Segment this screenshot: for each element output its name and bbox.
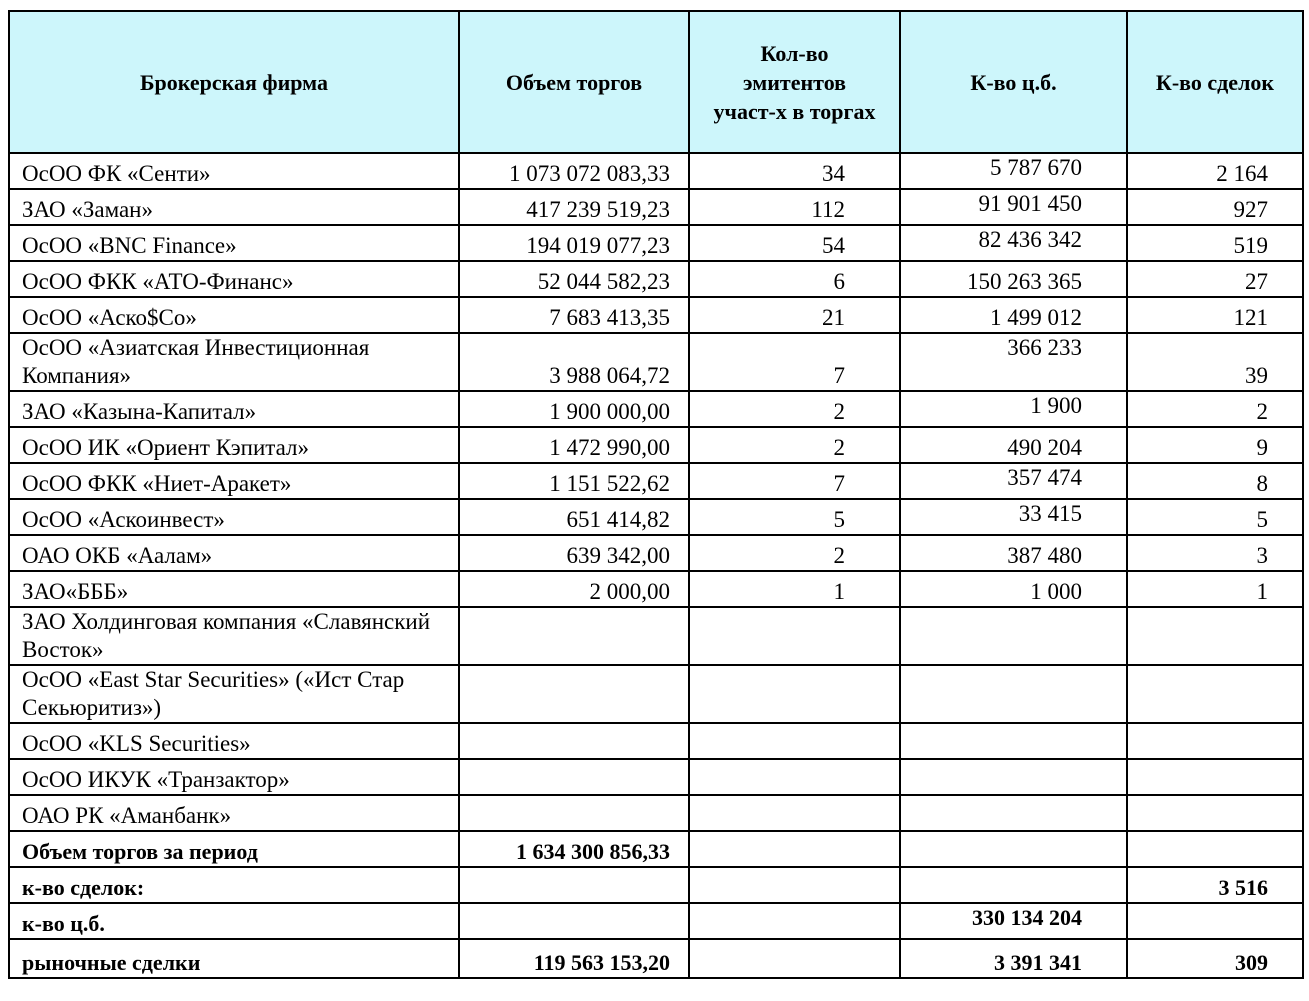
securities-cell <box>900 499 1127 535</box>
deals-cell: 1 <box>1127 571 1303 607</box>
volume-cell: 1 151 522,62 <box>459 463 689 499</box>
broker-name-cell: ЗАО«БББ» <box>9 571 459 607</box>
summary-securities-value: 330 134 204 <box>900 903 1127 939</box>
header-volume: Объем торгов <box>459 11 689 153</box>
securities-value: 1 900 <box>1030 393 1082 418</box>
volume-cell: 194 019 077,23 <box>459 225 689 261</box>
brokerage-table <box>8 10 1304 979</box>
table-row <box>9 665 1303 723</box>
summary-cell-empty <box>459 867 689 903</box>
deals-cell <box>1127 795 1303 831</box>
issuers-cell <box>689 665 900 723</box>
deals-cell <box>1127 607 1303 665</box>
volume-cell <box>459 723 689 759</box>
deals-cell: 121 <box>1127 297 1303 333</box>
header-securities: К-во ц.б. <box>900 11 1127 153</box>
volume-cell: 1 472 990,00 <box>459 427 689 463</box>
issuers-cell <box>689 723 900 759</box>
volume-cell: 1 900 000,00 <box>459 391 689 427</box>
securities-value: 91 901 450 <box>978 191 1082 216</box>
issuers-cell <box>689 795 900 831</box>
deals-cell: 927 <box>1127 189 1303 225</box>
securities-cell: 1 499 012 <box>900 297 1127 333</box>
table-row <box>9 571 1303 607</box>
issuers-cell: 5 <box>689 499 900 535</box>
volume-cell <box>459 607 689 665</box>
issuers-cell: 112 <box>689 189 900 225</box>
deals-cell: 5 <box>1127 499 1303 535</box>
summary-securities-label: к-во ц.б. <box>9 903 459 939</box>
issuers-cell: 7 <box>689 463 900 499</box>
broker-name-cell: ОсОО ИК «Ориент Кэпитал» <box>9 427 459 463</box>
table-row <box>9 535 1303 571</box>
securities-cell <box>900 189 1127 225</box>
table-row <box>9 261 1303 297</box>
summary-market-deals: 309 <box>1127 939 1303 978</box>
broker-name-cell: ОАО ОКБ «Аалам» <box>9 535 459 571</box>
summary-cell-empty <box>459 903 689 939</box>
broker-name-cell: ОсОО «KLS Securities» <box>9 723 459 759</box>
summary-market-securities: 3 391 341 <box>900 939 1127 978</box>
table-row <box>9 759 1303 795</box>
securities-cell <box>900 795 1127 831</box>
broker-name-cell: ОсОО ФК «Сенти» <box>9 153 459 189</box>
broker-name-cell: ЗАО Холдинговая компания «Славянский Восток» <box>9 607 459 665</box>
securities-value: 82 436 342 <box>978 227 1082 252</box>
summary-cell-empty <box>689 867 900 903</box>
summary-market-row <box>9 939 1303 978</box>
header-row <box>9 11 1303 153</box>
table-header <box>9 11 1303 153</box>
securities-cell: 366 233 <box>900 333 1127 391</box>
securities-cell <box>900 463 1127 499</box>
securities-cell <box>900 723 1127 759</box>
deals-cell: 8 <box>1127 463 1303 499</box>
issuers-cell <box>689 759 900 795</box>
securities-value: 357 474 <box>1007 465 1082 490</box>
summary-volume-label: Объем торгов за период <box>9 831 459 867</box>
securities-cell <box>900 607 1127 665</box>
summary-cell-empty <box>689 903 900 939</box>
summary-cell-empty <box>900 867 1127 903</box>
deals-cell <box>1127 759 1303 795</box>
issuers-cell: 54 <box>689 225 900 261</box>
summary-volume-row <box>9 831 1303 867</box>
volume-cell: 3 988 064,72 <box>459 333 689 391</box>
table-row <box>9 607 1303 665</box>
volume-cell <box>459 759 689 795</box>
deals-cell <box>1127 723 1303 759</box>
table-row <box>9 153 1303 189</box>
table-row <box>9 463 1303 499</box>
broker-name-cell: ОсОО ФКК «Ниет-Аракет» <box>9 463 459 499</box>
table-row <box>9 333 1303 391</box>
volume-cell: 639 342,00 <box>459 535 689 571</box>
broker-name-cell: ЗАО «Заман» <box>9 189 459 225</box>
deals-cell: 2 164 <box>1127 153 1303 189</box>
issuers-cell: 1 <box>689 571 900 607</box>
securities-value: 33 415 <box>1018 501 1082 526</box>
table-row <box>9 391 1303 427</box>
summary-deals-row <box>9 867 1303 903</box>
broker-name-cell: ОсОО «Аскоинвест» <box>9 499 459 535</box>
broker-name-cell: ОсОО ФКК «АТО-Финанс» <box>9 261 459 297</box>
deals-cell: 519 <box>1127 225 1303 261</box>
summary-cell-empty <box>1127 903 1303 939</box>
broker-name-cell: ОсОО ИКУК «Транзактор» <box>9 759 459 795</box>
volume-cell <box>459 795 689 831</box>
summary-cell-empty <box>900 831 1127 867</box>
issuers-cell: 34 <box>689 153 900 189</box>
issuers-cell: 21 <box>689 297 900 333</box>
header-broker: Брокерская фирма <box>9 11 459 153</box>
broker-name-cell: ОсОО «BNC Finance» <box>9 225 459 261</box>
summary-cell-empty <box>1127 831 1303 867</box>
issuers-cell: 2 <box>689 427 900 463</box>
broker-name-cell: ОсОО «East Star Securities» («Ист Стар Секьюритиз») <box>9 665 459 723</box>
summary-cell-empty <box>689 831 900 867</box>
deals-cell: 9 <box>1127 427 1303 463</box>
header-deals: К-во сделок <box>1127 11 1303 153</box>
securities-cell <box>900 153 1127 189</box>
summary-market-label: рыночные сделки <box>9 939 459 978</box>
volume-cell <box>459 665 689 723</box>
volume-cell: 2 000,00 <box>459 571 689 607</box>
table-row <box>9 795 1303 831</box>
volume-cell: 651 414,82 <box>459 499 689 535</box>
volume-cell: 1 073 072 083,33 <box>459 153 689 189</box>
broker-name-cell: ОАО РК «Аманбанк» <box>9 795 459 831</box>
securities-cell <box>900 759 1127 795</box>
deals-cell: 39 <box>1127 333 1303 391</box>
table-body <box>9 153 1303 978</box>
header-issuers: Кол-во эмитентов участ-х в торгах <box>689 11 900 153</box>
summary-deals-label: к-во сделок: <box>9 867 459 903</box>
table-row <box>9 189 1303 225</box>
table-row <box>9 427 1303 463</box>
summary-volume-value: 1 634 300 856,33 <box>459 831 689 867</box>
deals-cell <box>1127 665 1303 723</box>
securities-value: 5 787 670 <box>990 155 1082 180</box>
securities-cell: 150 263 365 <box>900 261 1127 297</box>
securities-cell: 1 000 <box>900 571 1127 607</box>
table-row <box>9 297 1303 333</box>
issuers-cell: 2 <box>689 535 900 571</box>
issuers-cell: 2 <box>689 391 900 427</box>
volume-cell: 417 239 519,23 <box>459 189 689 225</box>
securities-cell: 490 204 <box>900 427 1127 463</box>
table-row <box>9 225 1303 261</box>
summary-securities-row <box>9 903 1303 939</box>
volume-cell: 52 044 582,23 <box>459 261 689 297</box>
summary-cell-empty <box>689 939 900 978</box>
deals-cell: 2 <box>1127 391 1303 427</box>
broker-name-cell: ОсОО «Азиатская Инвестиционная Компания» <box>9 333 459 391</box>
summary-market-volume: 119 563 153,20 <box>459 939 689 978</box>
securities-cell <box>900 225 1127 261</box>
table-row <box>9 723 1303 759</box>
broker-name-cell: ЗАО «Казына-Капитал» <box>9 391 459 427</box>
table-row <box>9 499 1303 535</box>
issuers-cell: 7 <box>689 333 900 391</box>
deals-cell: 27 <box>1127 261 1303 297</box>
broker-name-cell: ОсОО «Аско$Co» <box>9 297 459 333</box>
securities-cell: 387 480 <box>900 535 1127 571</box>
volume-cell: 7 683 413,35 <box>459 297 689 333</box>
summary-deals-value: 3 516 <box>1127 867 1303 903</box>
securities-cell <box>900 391 1127 427</box>
deals-cell: 3 <box>1127 535 1303 571</box>
issuers-cell: 6 <box>689 261 900 297</box>
issuers-cell <box>689 607 900 665</box>
securities-cell <box>900 665 1127 723</box>
